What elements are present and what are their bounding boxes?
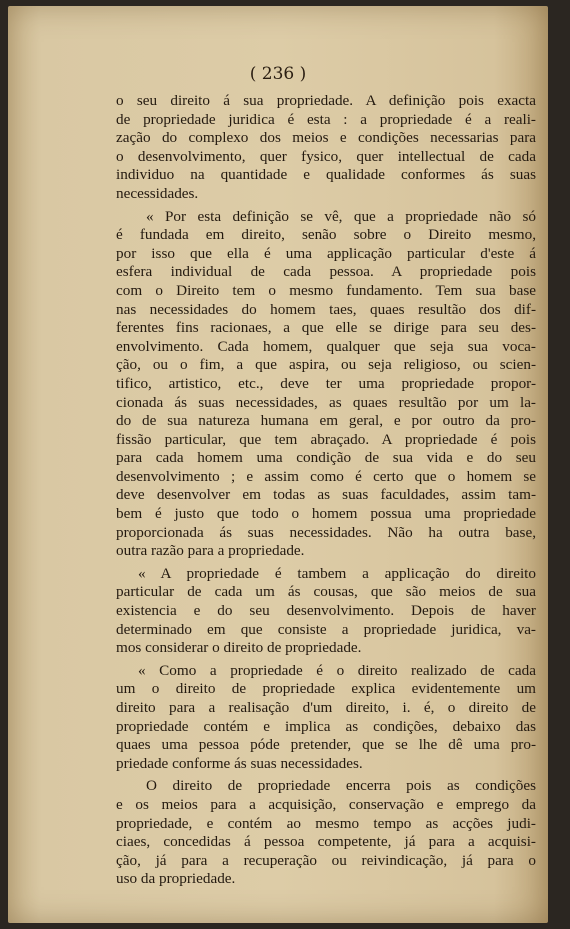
text-line: O direito de propriedade encerra pois as condições — [146, 777, 536, 795]
text-line: direito para a realisação d'um direito, i. é, o direito de — [116, 699, 536, 716]
text-line: o seu direito á sua propriedade. A definição pois exacta — [116, 92, 536, 109]
text-line: zação do complexo dos meios e condições necessarias para — [116, 129, 536, 147]
text-line: e os meios para a acquisição, conservação e emprego da — [116, 795, 536, 813]
text-line: desenvolvimento ; e assim como é certo que o homem se — [116, 467, 536, 485]
text-line: fissão particular, que tem abraçado. A propriedade é pois — [116, 430, 536, 448]
text-line: do de sua natureza humana em geral, e por outro da pro- — [116, 412, 536, 430]
text-line: proporcionada ás suas necessidades. Não ha outra base, — [116, 523, 536, 541]
text-line: particular de cada um ás cousas, que são meios de sua — [116, 583, 536, 601]
text-line: para cada homem uma condição de sua vida e do seu — [116, 449, 536, 467]
paragraph-right — [116, 662, 536, 774]
text-line: priedade conforme ás suas necessidades. — [116, 754, 363, 772]
paragraph-application — [116, 565, 536, 658]
text-line: envolvimento. Cada homem, qualquer que seja sua voca- — [116, 337, 536, 355]
text-line: necessidades. — [116, 184, 199, 202]
text-line: nas necessidades do homem taes, quaes resultão dos dif- — [116, 300, 536, 318]
paragraph-definition — [116, 92, 536, 204]
text-line: ção, ou o fim, a que aspira, ou seja religioso, ou scien- — [116, 356, 536, 374]
paragraph-conditions — [116, 777, 536, 889]
text-line: de propriedade juridica é esta : a propriedade é a reali- — [116, 110, 536, 128]
text-line: mos considerar o direito de propriedade. — [116, 639, 362, 657]
text-line: quaes uma pessoa póde pretender, que se lhe dê uma pro- — [116, 736, 536, 754]
paragraph-foundation — [116, 208, 536, 561]
text-line: « Por esta definição se vê, que a propriedade não só — [146, 207, 536, 225]
text-line: é fundada em direito, senão sobre o Direito mesmo, — [116, 226, 536, 244]
text-line: individuo na quantidade e qualidade conformes ás suas — [116, 166, 536, 184]
text-line: determinado em que consiste a propriedade juridica, va- — [116, 620, 536, 638]
text-line: uso da propriedade. — [116, 870, 236, 888]
text-line: deve desenvolver em todas as suas faculdades, assim tam- — [116, 486, 536, 504]
text-line: « Como a propriedade é o direito realizado de cada — [138, 661, 536, 679]
text-line: bem é justo que todo o homem possua uma propriedade — [116, 505, 536, 523]
book-page — [8, 6, 548, 923]
text-line: por isso que ella é uma applicação particular d'este á — [116, 244, 536, 262]
text-line: tifico, artistico, etc., deve ter uma propriedade propor- — [116, 374, 536, 392]
body-text — [116, 92, 536, 893]
text-line: com o Direito tem o mesmo fundamento. Tem sua base — [116, 281, 536, 299]
text-line: cionada ás suas necessidades, as quaes resultão por um la- — [116, 393, 536, 411]
text-line: um o direito de propriedade explica evidentemente um — [116, 680, 536, 698]
text-line: propriedade, e contém ao mesmo tempo as acções judi- — [116, 814, 536, 832]
text-line: existencia e do seu desenvolvimento. Depois de haver — [116, 602, 536, 620]
page-number: ( 236 ) — [249, 64, 307, 84]
text-line: ção, já para a recuperação ou reivindicação, já para o — [116, 851, 536, 869]
text-line: ciaes, concedidas á pessoa competente, já para a acquisi- — [116, 833, 536, 851]
text-line: propriedade contém e implica as condições, debaixo das — [116, 717, 536, 735]
text-line: ferentes fins racionaes, a que elle se dirige para seu des- — [116, 319, 536, 337]
text-line: « A propriedade é tambem a applicação do direito — [138, 564, 536, 582]
text-line: esfera individual de cada pessoa. A propriedade pois — [116, 263, 536, 281]
text-line: o desenvolvimento, quer fysico, quer intellectual de cada — [116, 147, 536, 165]
text-line: outra razão para a propriedade. — [116, 542, 305, 560]
